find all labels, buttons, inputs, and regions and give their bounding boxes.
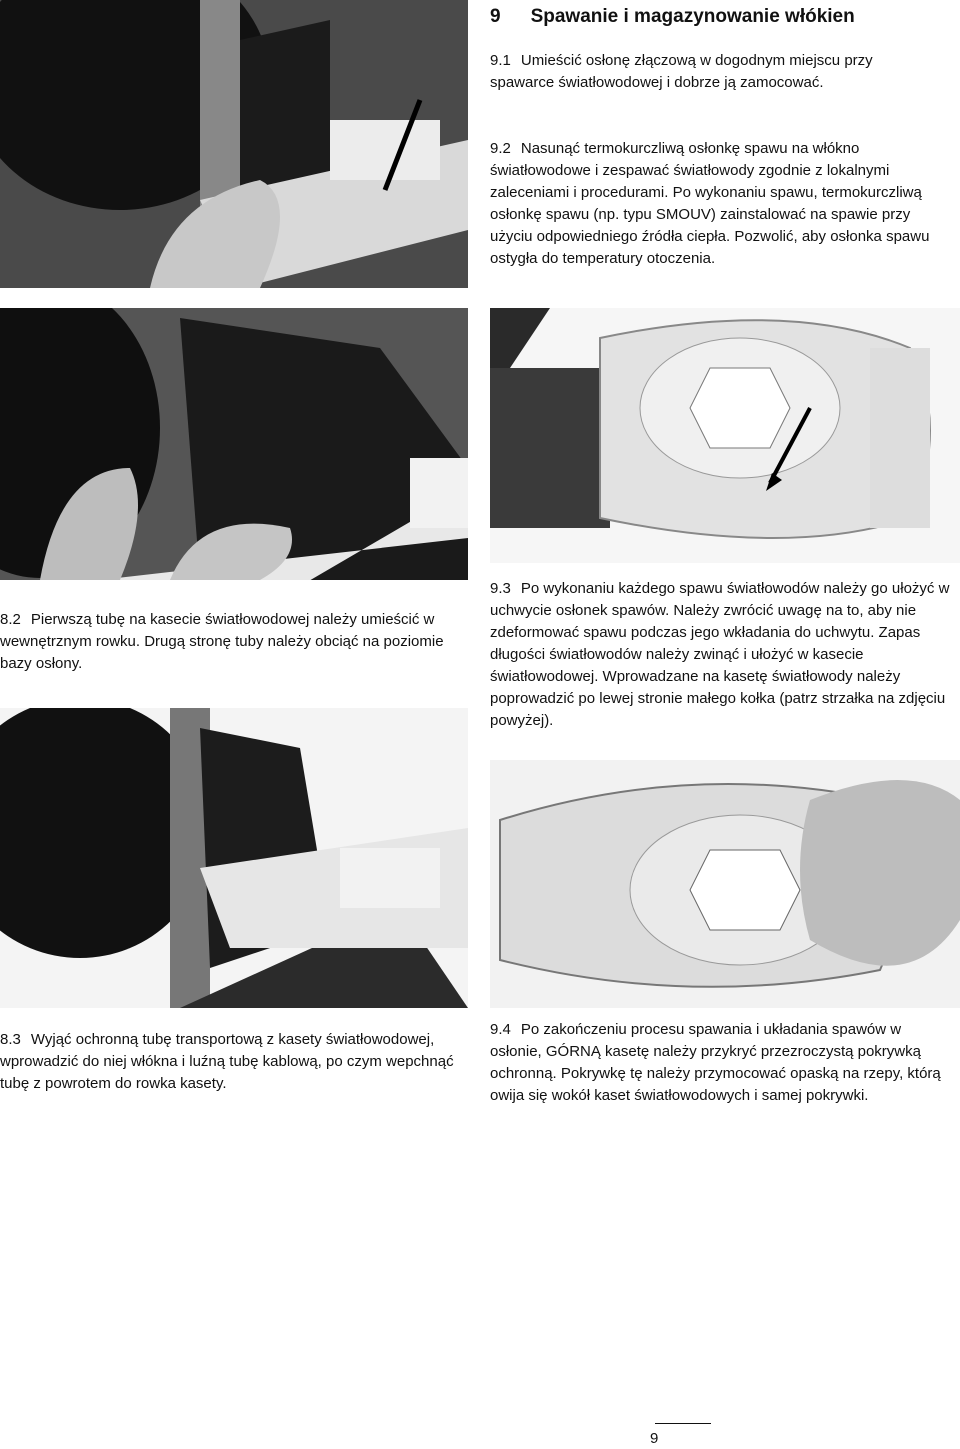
photo-splice-sleeve-mounting bbox=[0, 0, 468, 288]
step-8-2: 8.2 Pierwszą tubę na kasecie światłowodowej należy umieścić w wewnętrznym rowku. Drugą stronę tuby należy obciąć na poziomie bazy osłony. bbox=[0, 611, 444, 672]
photo-transport-tube bbox=[0, 708, 468, 1008]
page-number: 9 bbox=[650, 1430, 659, 1447]
step-9-2: 9.2 Nasunąć termokurczliwą osłonkę spawu na włókno światłowodowe i zespawać światłowody zgodnie z lokalnymi zaleceniami i procedurami. Po wykonaniu spawu, termokurczliwą osłonkę spawu (np. typu SMOUV) zainstalować na spawie przy użyciu odpowiedniego źródła ciepła. Pozwolić, aby osłonka spawu ostygła do temperatury otoczenia. bbox=[490, 140, 930, 267]
photo-cassette-cover bbox=[490, 760, 960, 1008]
section-heading: 9 Spawanie i magazynowanie włókien bbox=[490, 6, 855, 27]
step-8-3: 8.3 Wyjąć ochronną tubę transportową z kasety światłowodowej, wprowadzić do niej włókna i luźną tubę kablową, po czym wepchnąć tubę z powrotem do rowka kasety. bbox=[0, 1031, 454, 1092]
step-9-4: 9.4 Po zakończeniu procesu spawania i układania spawów w osłonie, GÓRNĄ kasetę należy przykryć przezroczystą pokrywką ochronną. Pokrywkę tę należy przymocować opaską na rzepy, którą owija się wokół kaset światłowodowych i samej pokrywki. bbox=[490, 1021, 941, 1104]
photo-tube-placement bbox=[0, 308, 468, 580]
photo-fiber-cassette-arrow bbox=[490, 308, 960, 563]
step-9-1: 9.1 Umieścić osłonę złączową w dogodnym miejscu przy spawarce światłowodowej i dobrze ją zamocować. bbox=[490, 52, 873, 91]
step-9-3: 9.3 Po wykonaniu każdego spawu światłowodów należy go ułożyć w uchwycie osłonek spawów. Należy zwrócić uwagę na to, aby nie zdeformować spawu podczas jego wkładania do uchwytu. Zapas długości światłowodów należy zwinąć i ułożyć w kasecie światłowodowej. Wprowadzane na kasetę światłowody należy poprowadzić po lewej stronie małego kołka (patrz strzałka na zdjęciu powyżej). bbox=[490, 580, 950, 729]
page-number-rule bbox=[655, 1423, 711, 1424]
